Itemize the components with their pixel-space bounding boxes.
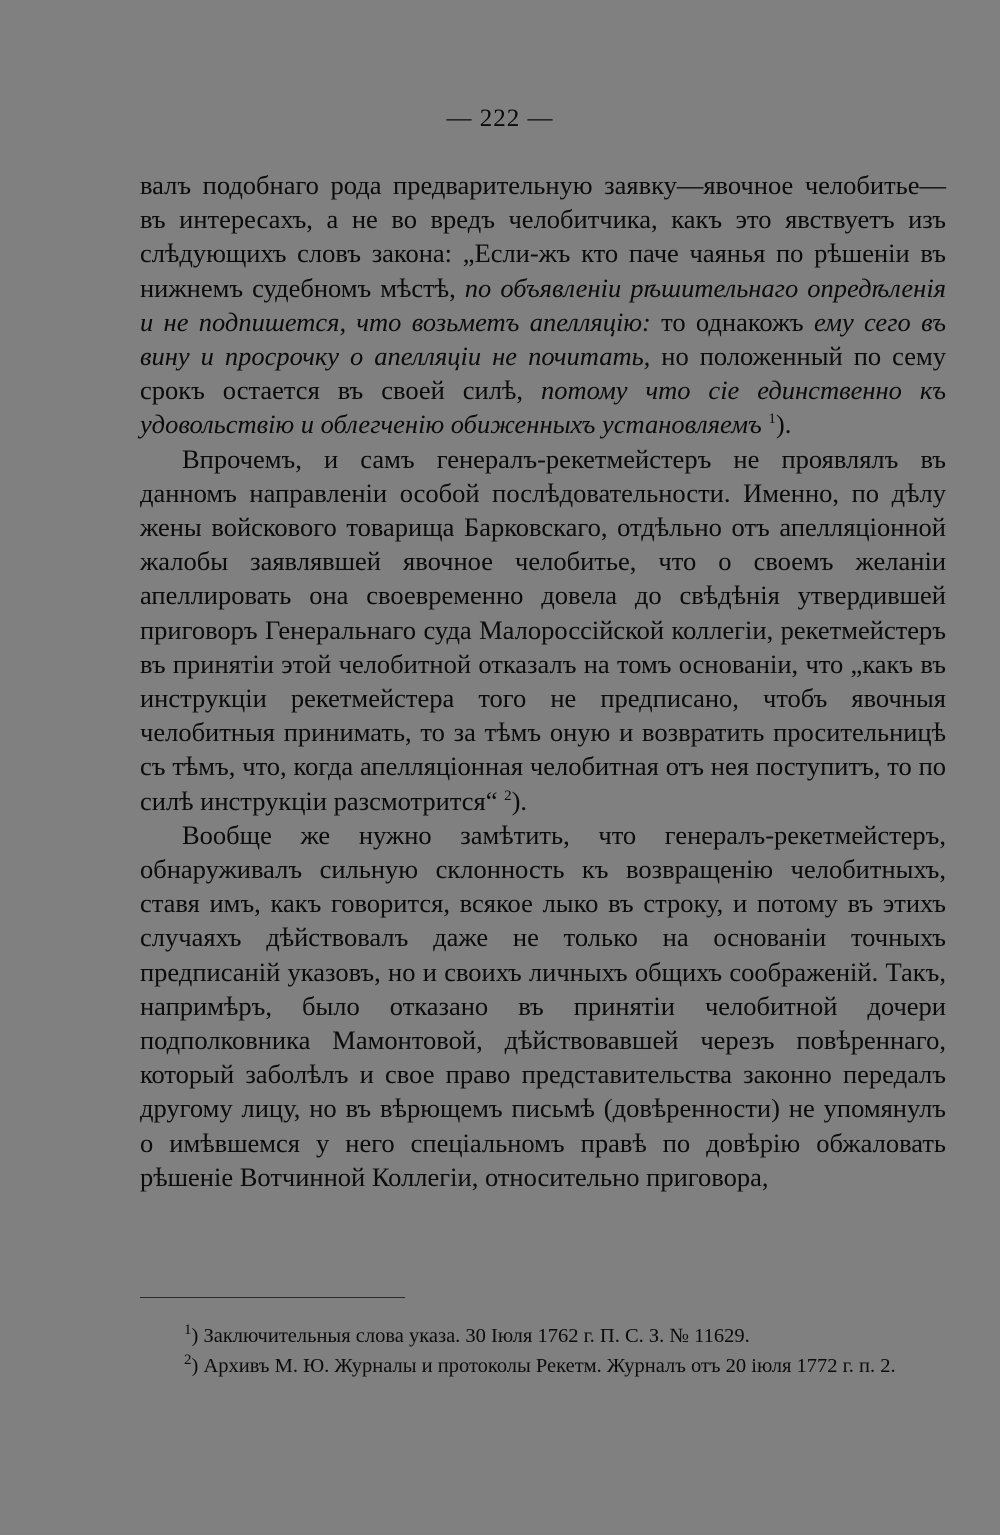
footnote-2 [140,1351,946,1381]
footnote-2-text: ) Архивъ М. Ю. Журналы и протоколы Рекетм. Журналъ отъ 20 іюля 1772 г. п. 2. [191,1355,896,1377]
body-text [140,168,946,1194]
footnote-2-marker: 2 [184,1352,192,1369]
paragraph-2 [140,442,946,818]
footnote-1 [140,1321,946,1351]
paragraph-1-text-a: валъ подобнаго рода предварительную заявку—явочное челобитье—въ интересахъ, а не во вредъ челобитчика, какъ это явствуетъ изъ слѣдующихъ словъ закона: „Если-жъ кто паче чаянья по рѣшеніи въ нижнемъ судебномъ мѣстѣ, [140,170,946,303]
paragraph-1-text-d: ). [775,409,792,440]
footnote-1-marker: 1 [184,1322,192,1339]
paragraph-1-italic-c: потому что сіе единственно къ удовольствію и облегченію обиженныхъ установляемъ [140,375,946,440]
footnotes [140,1321,946,1381]
page-number: — 222 — [446,105,554,132]
paragraph-1-italic-a: по объявленіи рѣшительнаго опредѣленія и не подпишется, что возьметъ апелляцію: [140,272,946,337]
paragraph-1-text-c: но положенный по сему срокъ остается въ своей силѣ, [140,341,946,406]
paragraph-2-text: Впрочемъ, и самъ генералъ-рекетмейстеръ не проявлялъ въ данномъ направленіи особой послѣдовательности. Именно, по дѣлу жены войскового товарища Барковскаго, отдѣльно отъ апелляціонной жалобы заявлявшей явочное челобитье, что о своемъ желаніи апеллировать она своевременно довела до свѣдѣнія утвердившей приговоръ Генеральнаго суда Малороссійской коллегіи, рекетмейстеръ въ принятіи этой челобитной отказалъ на томъ основаніи, что „какъ въ инструкціи рекетмейстера того не предписано, чтобъ явочныя челобитныя принимать, то за тѣмъ оную и возвратить просительницѣ съ тѣмъ, что, когда апелляціонная челобитная отъ нея поступитъ, то по силѣ инструкціи разсмотрится“ [140,443,946,816]
paragraph-3-text: Вообще же нужно замѣтить, что генералъ-рекетмейстеръ, обнаруживалъ сильную склонность къ возвращенію челобитныхъ, ставя имъ, какъ говорится, всякое лыко въ строку, и потому въ этихъ случаяхъ дѣйствовалъ даже не только на основаніи точныхъ предписаній указовъ, но и своихъ личныхъ общихъ соображеній. Такъ, напримѣръ, было отказано въ принятіи челобитной дочери подполковника Мамонтовой, дѣйствовавшей черезъ повѣреннаго, который заболѣлъ и свое право представительства законно передалъ другому лицу, но въ вѣрющемъ письмѣ (довѣренности) не упомянулъ о имѣвшемся у него спеціальномъ правѣ по довѣрію обжаловать рѣшеніе Вотчинной Коллегіи, относительно приговора, [140,819,946,1192]
footnote-ref-2: 2 [504,787,512,804]
paragraph-3 [140,818,946,1194]
footnote-ref-1: 1 [768,411,776,428]
paragraph-1-text-b: то однакожъ [650,306,814,337]
footnote-divider [140,1297,405,1298]
paragraph-1 [140,168,946,442]
paragraph-1-italic-b: ему сего въ вину и просрочку о апелляціи не почитать, [140,306,946,372]
paragraph-2-end: ). [511,785,528,816]
footnote-1-text: ) Заключительныя слова указа. 30 Іюля 1762 г. П. С. З. № 11629. [191,1325,750,1347]
